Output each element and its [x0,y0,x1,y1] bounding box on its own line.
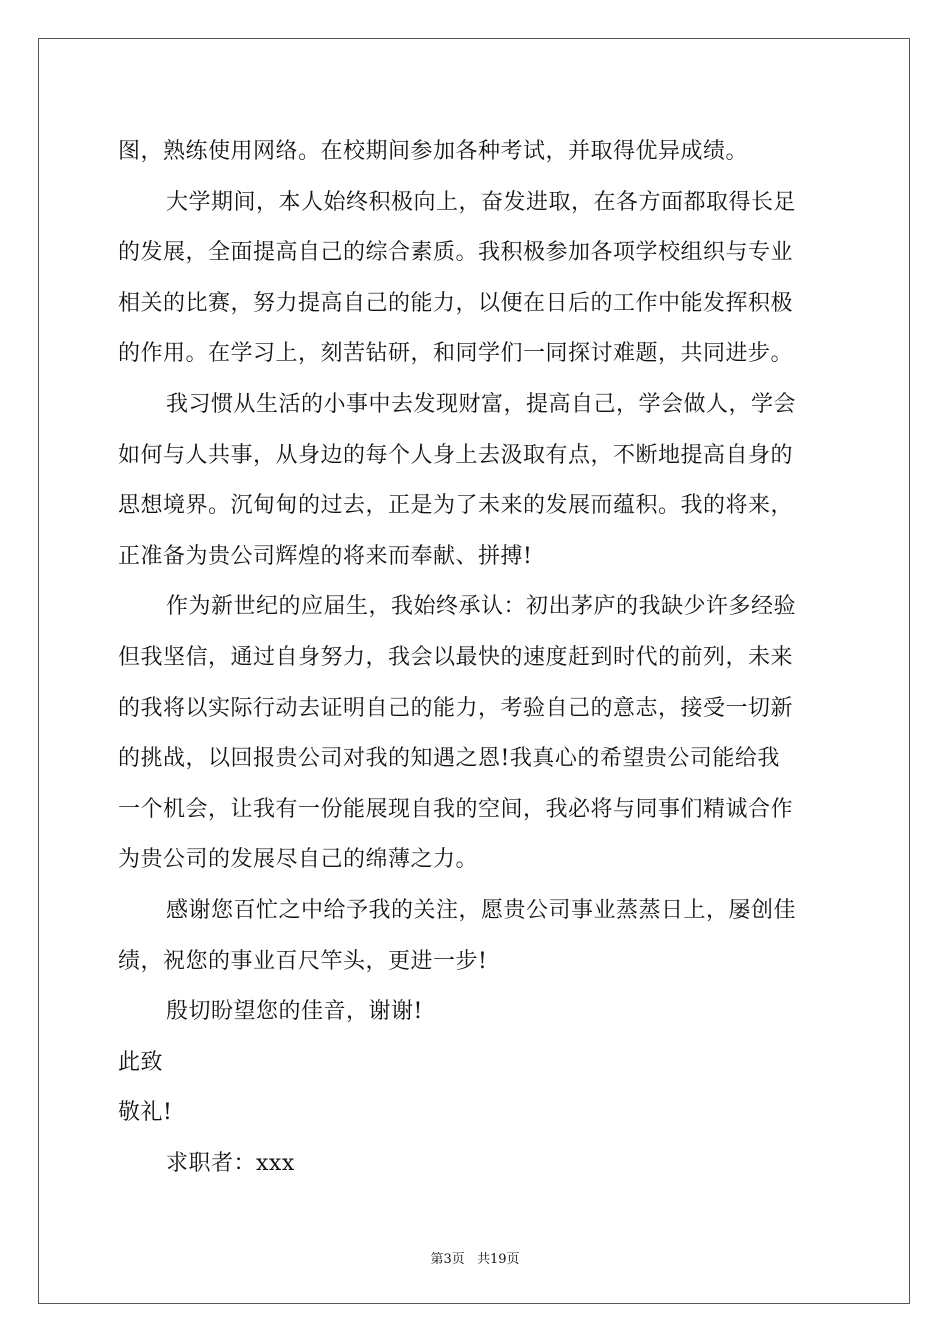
signature-line: 求职者：xxx [166,1150,295,1176]
page-footer [0,1248,950,1267]
text-line: 殷切盼望您的佳音，谢谢! [166,999,423,1025]
current-page-label: 第3页 [430,1252,465,1267]
text-line: 思想境界。沉甸甸的过去，正是为了未来的发展而蕴积。我的将来， [118,493,794,519]
text-line: 图，熟练使用网络。在校期间参加各种考试，并取得优异成绩。 [118,139,749,164]
text-line: 我习惯从生活的小事中去发现财富，提高自己，学会做人，学会 [166,391,797,417]
text-line: 大学期间，本人始终积极向上，奋发进取，在各方面都取得长足 [166,189,797,215]
letter-body [118,127,834,1189]
text-line: 正准备为贵公司辉煌的将来而奉献、拼搏! [118,543,533,569]
text-line: 但我坚信，通过自身努力，我会以最快的速度赶到时代的前列，未来 [118,644,794,670]
text-line: 为贵公司的发展尽自己的绵薄之力。 [118,847,479,873]
text-line: 绩，祝您的事业百尺竿头，更进一步! [118,948,488,974]
salutation-line: 此致 [118,1049,164,1075]
text-line: 作为新世纪的应届生，我始终承认：初出茅庐的我缺少许多经验 [166,594,797,620]
text-line: 一个机会，让我有一份能展现自我的空间，我必将与同事们精诚合作 [118,796,794,822]
text-line: 的挑战，以回报贵公司对我的知遇之恩!我真心的希望贵公司能给我 [118,746,780,772]
text-line: 的我将以实际行动去证明自己的能力，考验自己的意志，接受一切新 [118,695,794,721]
text-line: 的作用。在学习上，刻苦钻研，和同学们一同探讨难题，共同进步。 [118,341,794,367]
total-pages-label: 共19页 [476,1252,520,1267]
text-line: 如何与人共事，从身边的每个人身上去汲取有点，不断地提高自身的 [118,442,794,468]
text-line: 的发展，全面提高自己的综合素质。我积极参加各项学校组织与专业 [118,240,794,266]
text-line: 感谢您百忙之中给予我的关注，愿贵公司事业蒸蒸日上，屡创佳 [166,897,797,923]
text-line: 相关的比赛，努力提高自己的能力，以便在日后的工作中能发挥积极 [118,290,794,316]
salutation-line: 敬礼! [118,1100,173,1126]
